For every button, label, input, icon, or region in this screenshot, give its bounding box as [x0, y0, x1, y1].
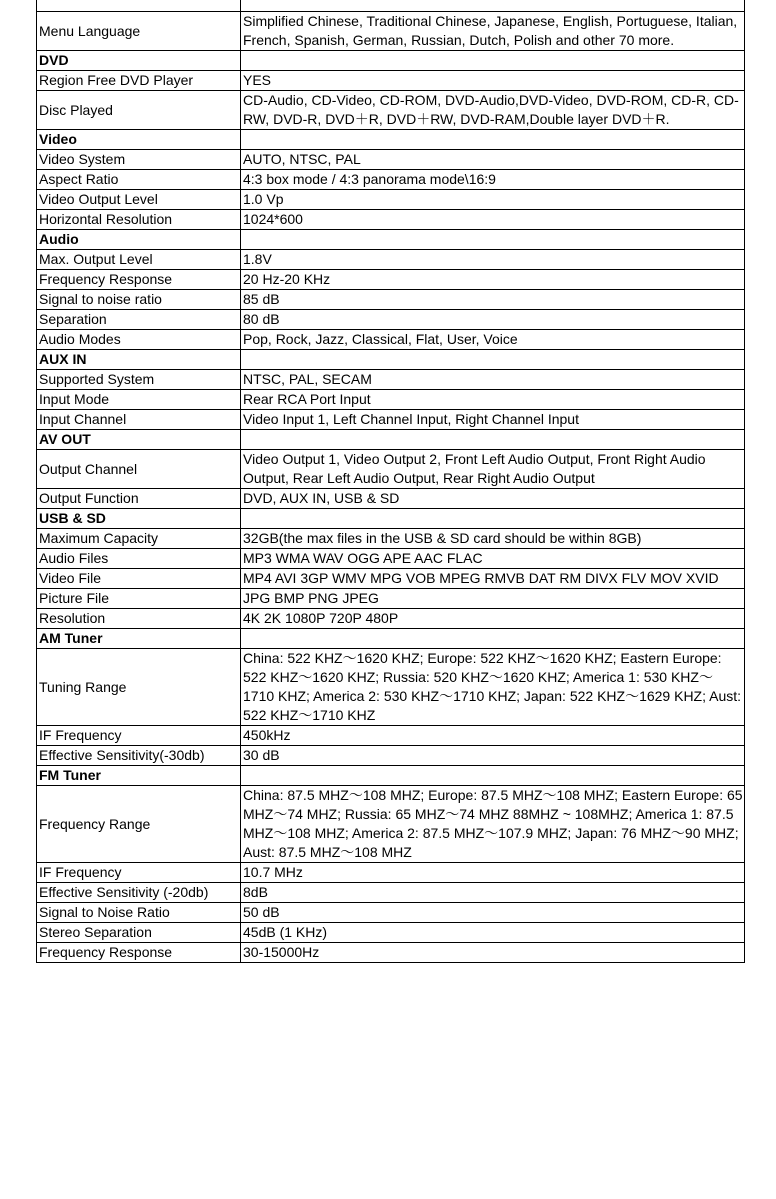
spec-row [37, 450, 745, 489]
spec-value: 1.8V [241, 250, 745, 270]
spec-row [37, 609, 745, 629]
section-title: Audio [37, 230, 241, 250]
spec-value [241, 0, 745, 12]
spec-label: IF Frequency [37, 726, 241, 746]
section-title: Video [37, 130, 241, 150]
section-header-row [37, 350, 745, 370]
spec-value: MP4 AVI 3GP WMV MPG VOB MPEG RMVB DAT RM DIVX FLV MOV XVID [241, 569, 745, 589]
spec-row [37, 410, 745, 430]
spec-label: Signal to Noise Ratio [37, 903, 241, 923]
spec-row [37, 923, 745, 943]
spec-row [37, 12, 745, 51]
spec-row [37, 569, 745, 589]
section-title: DVD [37, 51, 241, 71]
section-empty-cell [241, 350, 745, 370]
spec-row [37, 489, 745, 509]
section-header-row [37, 230, 745, 250]
section-empty-cell [241, 509, 745, 529]
spec-value: 32GB(the max files in the USB & SD card should be within 8GB) [241, 529, 745, 549]
spec-value: Simplified Chinese, Traditional Chinese, Japanese, English, Portuguese, Italian, French, Spanish, German, Russian, Dutch, Polish and other 70 more. [241, 12, 745, 51]
spec-label: Input Mode [37, 390, 241, 410]
spec-value: Video Output 1, Video Output 2, Front Left Audio Output, Front Right Audio Output, Rear Left Audio Output, Rear Right Audio Output [241, 450, 745, 489]
spec-value: Pop, Rock, Jazz, Classical, Flat, User, Voice [241, 330, 745, 350]
spec-row [37, 786, 745, 863]
spec-label: Frequency Response [37, 943, 241, 963]
spec-label: Effective Sensitivity(-30db) [37, 746, 241, 766]
spec-value: 50 dB [241, 903, 745, 923]
spec-label [37, 0, 241, 12]
section-empty-cell [241, 430, 745, 450]
spec-value: Video Input 1, Left Channel Input, Right Channel Input [241, 410, 745, 430]
section-title: AV OUT [37, 430, 241, 450]
spec-label: Supported System [37, 370, 241, 390]
spec-label: Picture File [37, 589, 241, 609]
spec-value: 45dB (1 KHz) [241, 923, 745, 943]
spec-label: Audio Files [37, 549, 241, 569]
spec-row [37, 330, 745, 350]
spec-label: Horizontal Resolution [37, 210, 241, 230]
spec-label: Stereo Separation [37, 923, 241, 943]
spec-value: 1.0 Vp [241, 190, 745, 210]
spec-row [37, 903, 745, 923]
spec-label: Region Free DVD Player [37, 71, 241, 91]
spec-row [37, 150, 745, 170]
spec-label: Frequency Range [37, 786, 241, 863]
spec-row [37, 549, 745, 569]
spec-value: 4:3 box mode / 4:3 panorama mode\16:9 [241, 170, 745, 190]
section-header-row [37, 629, 745, 649]
spec-value: CD-Audio, CD-Video, CD-ROM, DVD-Audio,DVD-Video, DVD-ROM, CD-R, CD-RW, DVD-R, DVD＋R, DVD＋RW, DVD-RAM,Double layer DVD＋R. [241, 91, 745, 130]
spec-row [37, 270, 745, 290]
section-empty-cell [241, 130, 745, 150]
spec-row [37, 746, 745, 766]
spec-row [37, 883, 745, 903]
spec-label: Effective Sensitivity (-20db) [37, 883, 241, 903]
spec-label: Input Channel [37, 410, 241, 430]
section-title: USB & SD [37, 509, 241, 529]
spec-value: China: 522 KHZ～1620 KHZ; Europe: 522 KHZ～1620 KHZ; Eastern Europe: 522 KHZ～1620 KHZ; Russia: 520 KHZ～1620 KHZ; America 1: 530 KHZ～1710 KHZ; America 2: 530 KHZ～1710 KHZ; Japan: 522 KHZ～1629 KHZ; Aust: 522 KHZ～1710 KHZ [241, 649, 745, 726]
section-header-row [37, 509, 745, 529]
spec-label: Separation [37, 310, 241, 330]
spec-row [37, 190, 745, 210]
spec-value: YES [241, 71, 745, 91]
spec-label: Resolution [37, 609, 241, 629]
spec-label: Video File [37, 569, 241, 589]
spec-value: 1024*600 [241, 210, 745, 230]
spec-label: Signal to noise ratio [37, 290, 241, 310]
spec-value: 20 Hz-20 KHz [241, 270, 745, 290]
section-empty-cell [241, 230, 745, 250]
spec-row [37, 210, 745, 230]
spec-row [37, 290, 745, 310]
spec-label: Maximum Capacity [37, 529, 241, 549]
spec-label: Disc Played [37, 91, 241, 130]
spec-label: Frequency Response [37, 270, 241, 290]
spec-value: JPG BMP PNG JPEG [241, 589, 745, 609]
spec-value: AUTO, NTSC, PAL [241, 150, 745, 170]
spec-row [37, 71, 745, 91]
spec-row [37, 370, 745, 390]
spec-row [37, 589, 745, 609]
section-title: AM Tuner [37, 629, 241, 649]
spec-row [37, 390, 745, 410]
section-title: FM Tuner [37, 766, 241, 786]
spec-label: Aspect Ratio [37, 170, 241, 190]
spec-value: 10.7 MHz [241, 863, 745, 883]
spec-label: Output Function [37, 489, 241, 509]
section-header-row [37, 51, 745, 71]
section-header-row [37, 430, 745, 450]
spec-label: Menu Language [37, 12, 241, 51]
spec-value: China: 87.5 MHZ～108 MHZ; Europe: 87.5 MHZ～108 MHZ; Eastern Europe: 65 MHZ～74 MHZ; Russia: 65 MHZ～74 MHZ 88MHZ ~ 108MHZ; America 1: 87.5 MHZ～108 MHZ; America 2: 87.5 MHZ～107.9 MHZ; Japan: 76 MHZ～90 MHZ; Aust: 87.5 MHZ～108 MHZ [241, 786, 745, 863]
spec-row [37, 649, 745, 726]
spec-value: DVD, AUX IN, USB & SD [241, 489, 745, 509]
spec-row [37, 726, 745, 746]
spec-label: Max. Output Level [37, 250, 241, 270]
spec-label: Tuning Range [37, 649, 241, 726]
spec-table [36, 0, 745, 963]
spec-value: 450kHz [241, 726, 745, 746]
spec-row [37, 310, 745, 330]
spec-row [37, 529, 745, 549]
section-header-row [37, 766, 745, 786]
spec-value: 30 dB [241, 746, 745, 766]
section-title: AUX IN [37, 350, 241, 370]
spec-value: 4K 2K 1080P 720P 480P [241, 609, 745, 629]
spec-label: Audio Modes [37, 330, 241, 350]
spec-row [37, 91, 745, 130]
spec-value: 80 dB [241, 310, 745, 330]
spec-value: Rear RCA Port Input [241, 390, 745, 410]
spec-label: IF Frequency [37, 863, 241, 883]
spec-value: MP3 WMA WAV OGG APE AAC FLAC [241, 549, 745, 569]
spec-row [37, 170, 745, 190]
spec-row [37, 250, 745, 270]
spec-value: 85 dB [241, 290, 745, 310]
spec-row [37, 943, 745, 963]
section-empty-cell [241, 629, 745, 649]
spec-value: 30-15000Hz [241, 943, 745, 963]
spec-label: Video System [37, 150, 241, 170]
spec-label: Video Output Level [37, 190, 241, 210]
spec-row [37, 0, 745, 12]
spec-table-body [37, 0, 745, 963]
spec-value: NTSC, PAL, SECAM [241, 370, 745, 390]
spec-value: 8dB [241, 883, 745, 903]
spec-label: Output Channel [37, 450, 241, 489]
spec-row [37, 863, 745, 883]
section-empty-cell [241, 51, 745, 71]
section-empty-cell [241, 766, 745, 786]
section-header-row [37, 130, 745, 150]
